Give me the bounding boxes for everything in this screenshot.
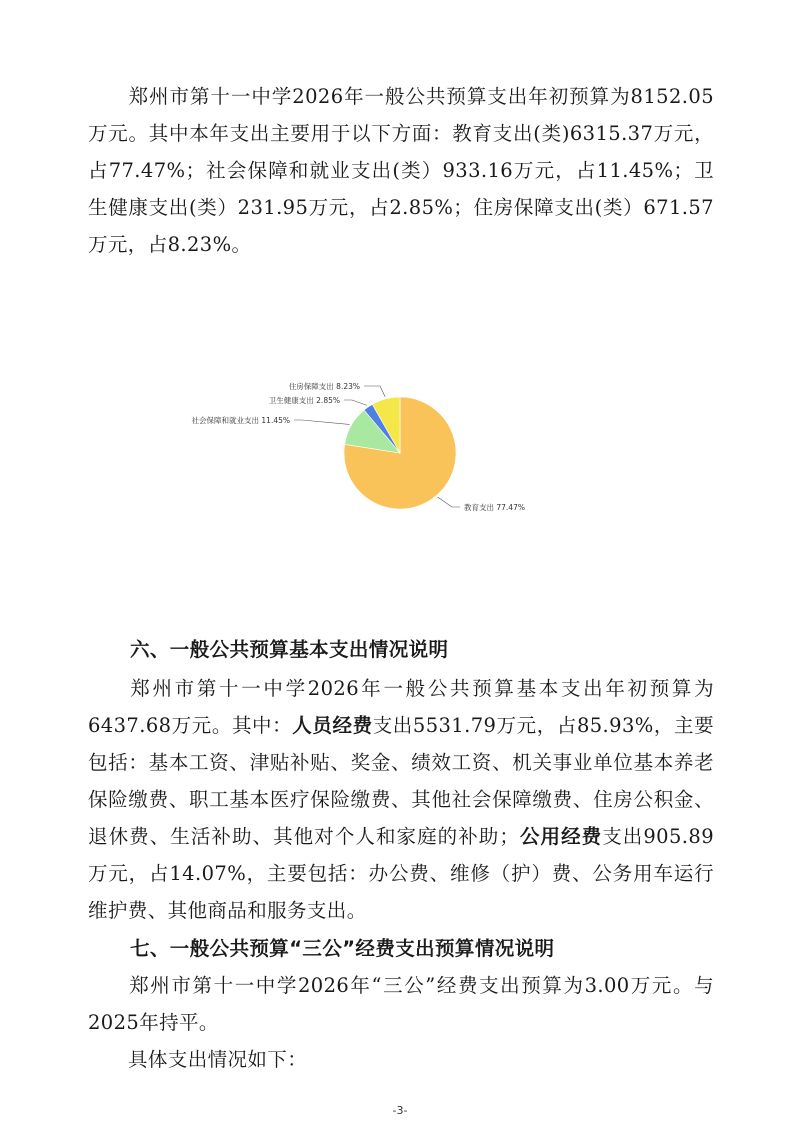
- page-number: -3-: [392, 1104, 408, 1117]
- section6-paragraph: [88, 670, 714, 929]
- pie-leader-1: [294, 420, 350, 424]
- section6-heading: 六、一般公共预算基本支出情况说明: [130, 638, 449, 661]
- pie-label-2: 卫生健康支出 2.85%: [268, 396, 340, 405]
- section7-text: 郑州市第十一中学2026年“三公”经费支出预算为3.00万元。与2025年持平。: [88, 974, 714, 1034]
- public-expense-term: 公用经费: [519, 825, 603, 848]
- intro-text: 郑州市第十一中学2026年一般公共预算支出年初预算为8152.05万元。其中本年支出主要用于以下方面：教育支出(类)6315.37万元，占77.47%；社会保障和就业支出(类）933.16万元，占11.45%；卫生健康支出(类）231.95万元，占2.85%；住房保障支出(类）671.57万元，占8.23%。: [88, 85, 714, 256]
- section7-detail-text: 具体支出情况如下：: [128, 1048, 308, 1071]
- pie-leader-2: [344, 400, 367, 405]
- pie-leader-3: [364, 386, 385, 397]
- section7-detail-intro: [88, 1041, 714, 1078]
- pie-leader-0: [438, 497, 460, 507]
- public-expense-text: 支出905.89万元，占14.07%，主要包括：办公费、维修（护）费、公务用车运行维护费、其他商品和服务支出。: [88, 825, 715, 922]
- personnel-expense-term: 人员经费: [292, 714, 373, 737]
- section6-lead: 郑州市第十一中学2026年一般公共预算基本支出年初预算为6437.68万元。其中：: [88, 677, 714, 737]
- pie-label-0: 教育支出 77.47%: [464, 503, 525, 512]
- section7-paragraph: [88, 967, 714, 1041]
- expenditure-pie-chart: [190, 360, 590, 540]
- personnel-expense-text: 支出5531.79万元，占85.93%，主要包括：基本工资、津贴补贴、奖金、绩效工资、机关事业单位基本养老保险缴费、职工基本医疗保险缴费、其他社会保障缴费、住房公积金、退休费、生活补助、其他对个人和家庭的补助；: [88, 714, 715, 848]
- pie-label-3: 住房保障支出 8.23%: [288, 382, 360, 391]
- intro-paragraph: [88, 78, 714, 263]
- section7-heading: 七、一般公共预算“三公”经费支出预算情况说明: [130, 937, 555, 960]
- pie-label-1: 社会保障和就业支出 11.45%: [191, 416, 290, 425]
